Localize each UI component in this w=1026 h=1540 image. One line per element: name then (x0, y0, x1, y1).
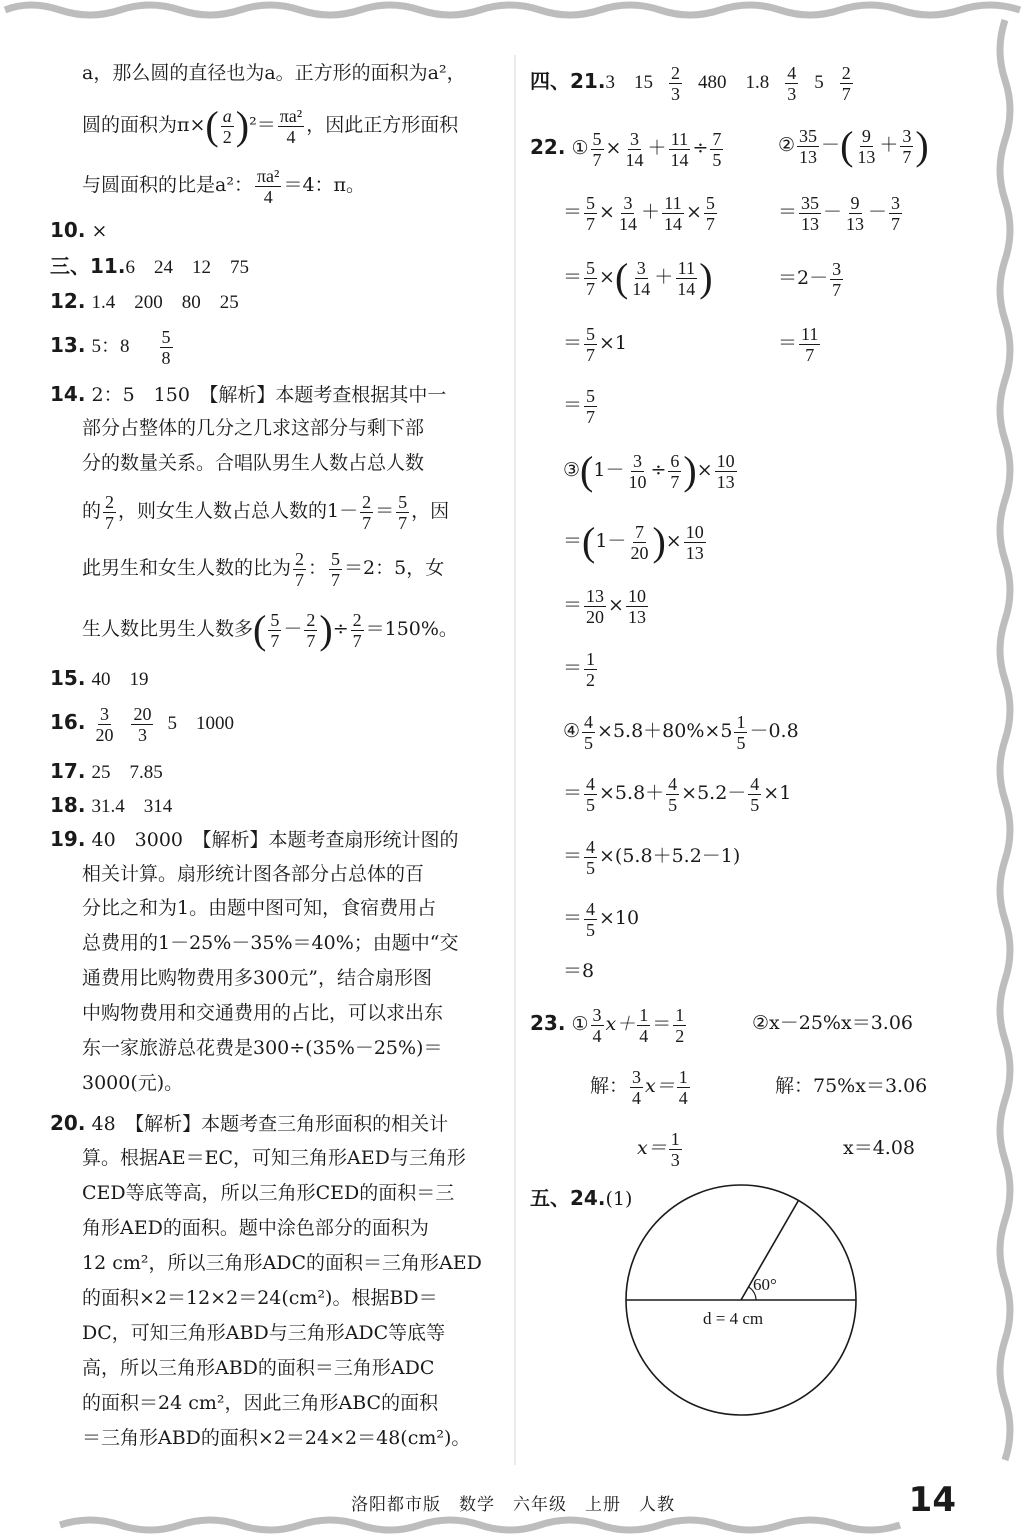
q11: 三、11.6 24 12 75 (50, 254, 249, 278)
q22-p2-step2: ＝ $\frac{35}{13}$ － $\frac{9}{13}$ － $\frac{3}{7}$ (778, 192, 901, 234)
q9-line-2: 圆的面积为π×( $\frac{a}{2}$ )²＝ $\frac{\text{πa²}}{4}$ ，因此正方形面积 (82, 103, 459, 148)
q14-line-2: 部分占整体的几分之几求这部分与剩下部 (82, 417, 425, 439)
q23-p2-step3: x＝4.08 (843, 1137, 916, 1159)
q22-p1-step2: ＝ $\frac{5}{7}$ × $\frac{3}{14}$ ＋ $\frac{11}{14}$ × $\frac{5}{7}$ (563, 192, 715, 234)
q23-p1-step2: 解： $\frac{3}{4}$ x＝ $\frac{1}{4}$ (590, 1066, 688, 1108)
q20-line-1: 20. 48 【解析】本题考查三角形面积的相关计 (50, 1111, 449, 1135)
q16: 16. $\frac{3}{20}$ $\frac{20}{3}$ 5 1000 (50, 703, 234, 745)
q14-line-4: 的 $\frac{2}{7}$ ，则女生人数占总人数的1－ $\frac{2}{7}$ ＝ $\frac{5}{7}$ ，因 (82, 491, 450, 533)
q19-line-6: 中购物费用和交通费用的占比，可以求出东 (82, 1002, 444, 1024)
page-footer: 洛阳都市版 数学 六年级 上册 人教 (351, 1495, 675, 1515)
q12: 12. 1.4 200 80 25 (50, 289, 239, 313)
q9-line-3: 与圆面积的比是a²： $\frac{\text{πa²}}{4}$ ＝4：π。 (82, 165, 366, 207)
q22-p4: ④ $\frac{4}{5}$ ×5.8＋80%×5 $\frac{1}{5}$ －0.8 (563, 711, 799, 753)
q22-p4-step5: ＝8 (563, 960, 595, 982)
q22-p4-step4: ＝ $\frac{4}{5}$ ×10 (563, 898, 640, 940)
q20-line-8: 高，所以三角形ABD的面积＝三角形ADC (82, 1357, 435, 1379)
q22-p3-step4: ＝ $\frac{1}{2}$ (563, 648, 596, 690)
q20-line-9: 的面积＝24 cm²，因此三角形ABC的面积 (82, 1392, 439, 1414)
q20-line-6: 的面积×2＝12×2＝24(cm²)。根据BD＝ (82, 1287, 438, 1309)
q19-line-5: 通费用比购物费用多300元”，结合扇形图 (82, 967, 432, 989)
q22-p4-step2: ＝ $\frac{4}{5}$ ×5.8＋ $\frac{4}{5}$ ×5.2－ $\frac{4}{5}$ ×1 (563, 773, 792, 815)
angle-label: 60° (753, 1275, 777, 1294)
q23-p1: 23. ① $\frac{3}{4}$ x＋ $\frac{1}{4}$ ＝ $\frac{1}{2}$ (530, 1004, 685, 1046)
q22-p2-step3: ＝2－ $\frac{3}{7}$ (778, 258, 842, 300)
q22-p1-step5: ＝ $\frac{5}{7}$ (563, 385, 596, 427)
q14-line-1: 14. 2：5 150 【解析】本题考查根据其中一 (50, 382, 447, 406)
page-number: 14 (908, 1480, 956, 1520)
q24-label: 五、24.(1) (530, 1186, 633, 1210)
q19-line-4: 总费用的1－25%－35%＝40%；由题中“交 (82, 932, 459, 954)
circle-sector-diagram (610, 1180, 880, 1430)
q22-p4-step3: ＝ $\frac{4}{5}$ ×(5.8＋5.2－1) (563, 836, 741, 878)
q23-p1-step3: x＝ $\frac{1}{3}$ (637, 1128, 680, 1170)
q19-line-3: 分比之和为1。由题中图可知，食宿费用占 (82, 897, 437, 919)
q13: 13. 5：8 $\frac{5}{8}$ (50, 326, 171, 368)
q20-line-7: DC，可知三角形ABD与三角形ADC等底等 (82, 1322, 446, 1344)
q19-line-8: 3000(元)。 (82, 1072, 184, 1094)
q22-p3: ③(1－ $\frac{3}{10}$ ÷ $\frac{6}{7}$ )× $\frac{10}{13}$ (563, 448, 735, 493)
q10: 10. × (50, 218, 108, 242)
q15: 15. 40 19 (50, 666, 149, 690)
q14-line-3: 分的数量关系。合唱队男生人数占总人数 (82, 452, 425, 474)
q14-line-5: 此男生和女生人数的比为 $\frac{2}{7}$ ： $\frac{5}{7}$ ＝2：5，女 (82, 548, 445, 590)
q18: 18. 31.4 314 (50, 793, 173, 817)
q20-line-2: 算。根据AE＝EC，可知三角形AED与三角形 (82, 1147, 466, 1169)
q20-line-5: 12 cm²，所以三角形ADC的面积＝三角形AED (82, 1252, 482, 1274)
q22-p1: 22. ① $\frac{5}{7}$ × $\frac{3}{14}$ ＋ $\frac{11}{14}$ ÷ $\frac{7}{5}$ (530, 128, 722, 170)
q14-line-6: 生人数比男生人数多( $\frac{5}{7}$ － $\frac{2}{7}$ )÷ $\frac{2}{7}$ ＝150%。 (82, 607, 458, 652)
q22-p2: ② $\frac{35}{13}$ －( $\frac{9}{13}$ ＋ $\frac{3}{7}$ ) (778, 123, 929, 168)
q19-line-7: 东一家旅游总花费是300÷(35%－25%)＝ (82, 1037, 443, 1059)
q23-p2-step2: 解：75%x＝3.06 (775, 1075, 928, 1097)
q20-line-10: ＝三角形ABD的面积×2＝24×2＝48(cm²)。 (82, 1427, 471, 1449)
q20-line-3: CED等底等高，所以三角形CED的面积＝三 (82, 1182, 455, 1204)
q19-line-2: 相关计算。扇形统计图各部分占总体的百 (82, 863, 425, 885)
q23-p2: ②x－25%x＝3.06 (752, 1012, 913, 1034)
q22-p3-step3: ＝ $\frac{13}{20}$ × $\frac{10}{13}$ (563, 585, 646, 627)
q22-p1-step4: ＝ $\frac{5}{7}$ ×1 (563, 323, 628, 365)
q9-line-1: a，那么圆的直径也为a。正方形的面积为a²， (82, 62, 466, 84)
q17: 17. 25 7.85 (50, 759, 163, 783)
q22-p2-step4: ＝ $\frac{11}{7}$ (778, 323, 819, 365)
q21: 四、21.3 15 $\frac{2}{3}$ 480 1.8 $\frac{4}{3}$ 5 $\frac{2}{7}$ (530, 62, 851, 104)
q22-p1-step3: ＝ $\frac{5}{7}$ ×( $\frac{3}{14}$ ＋ $\frac{11}{14}$ ) (563, 255, 713, 300)
q19-line-1: 19. 40 3000 【解析】本题考查扇形统计图的 (50, 827, 459, 851)
q22-p3-step2: ＝(1－ $\frac{7}{20}$ )× $\frac{10}{13}$ (563, 519, 704, 564)
q20-line-4: 角形AED的面积。题中涂色部分的面积为 (82, 1217, 429, 1239)
diameter-label: d = 4 cm (703, 1309, 764, 1328)
